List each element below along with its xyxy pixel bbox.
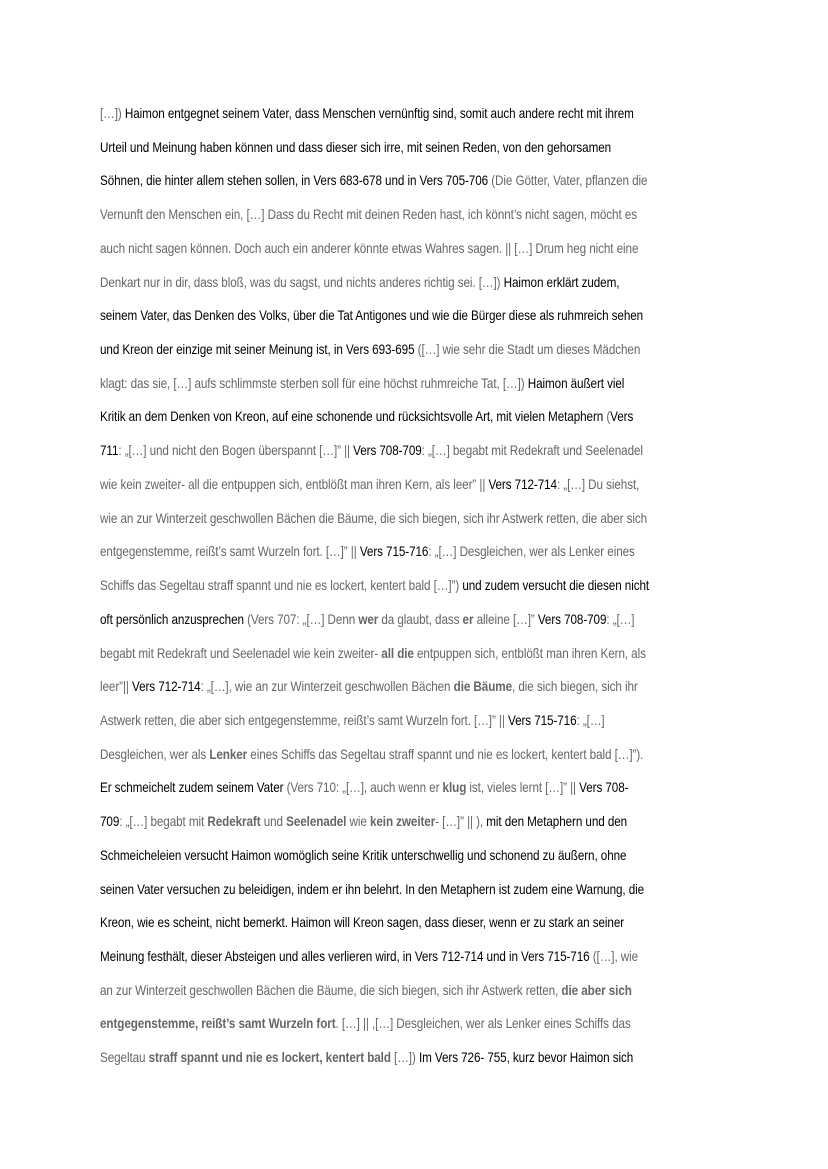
- quote-emphasis-segment: Seelenadel: [286, 814, 347, 830]
- quote-text-segment: und: [260, 814, 287, 830]
- quote-emphasis-segment: kein zweiter: [369, 814, 436, 830]
- quote-text-segment: : „[…] Du siehst, wie an zur Winterzeit geschwollen Bächen die Bäume, die sich biegen, sich ihr Astwerk retten, die aber sich entgegenstemme, reißt’s samt Wurzeln fort. […]” ||: [100, 476, 648, 560]
- quote-emphasis-segment: Lenker: [209, 746, 248, 762]
- quote-text-segment: . […] || ,[…] Desgleichen, wer als Lenker eines Schiffs das Segeltau: [100, 1016, 631, 1066]
- quote-text-segment: : „[…] begabt mit Redekraft und Seelenadel wie kein zweiter-: [100, 611, 635, 661]
- body-paragraph: [100, 97, 650, 1075]
- body-text-segment: Im Vers 726- 755, kurz bevor Haimon sich: [418, 1050, 634, 1066]
- quote-emphasis-segment: wer: [358, 611, 379, 627]
- body-text-segment: Haimon entgegnet seinem Vater, dass Menschen vernünftig sind, somit auch andere recht mit ihrem Urteil und Meinung haben können und dass dieser sich irre, mit seinen Reden, von den gehorsamen Söhnen, die hinter allem stehen sollen, in Vers 683-678 und in Vers 705-706: [100, 106, 634, 189]
- quote-emphasis-segment: klug: [442, 780, 467, 796]
- quote-emphasis-segment: die Bäume: [453, 679, 512, 695]
- quote-text-segment: ist, vieles lernt […]” ||: [466, 780, 580, 796]
- body-text-segment: Haimon äußert viel Kritik an dem Denken von Kreon, auf eine schonende und rücksichtsvolle Art, mit vielen Metaphern: [100, 375, 625, 425]
- body-text-segment: und zudem versucht die diesen nicht oft persönlich anzusprechen: [100, 578, 650, 627]
- quote-emphasis-segment: all die: [381, 645, 414, 661]
- body-text-segment: Vers 712-714: [132, 679, 201, 695]
- quote-text-segment: (Vers 707: „[…] Denn: [247, 611, 359, 627]
- quote-text-segment: wie: [346, 814, 370, 830]
- body-text-segment: Vers 711: [100, 409, 634, 459]
- body-text-segment: Vers 712-714: [488, 476, 557, 492]
- quote-text-segment: (: [606, 409, 611, 425]
- body-text-segment: Vers 708-709: [537, 611, 607, 627]
- quote-text-segment: - […]” || ),: [435, 814, 487, 830]
- quote-text-segment: ([…] wie sehr die Stadt um dieses Mädchen klagt: das sie, […] aufs schlimmste sterben soll für eine höchst ruhmreiche Tat, […]): [100, 342, 641, 391]
- quote-text-segment: : „[…] begabt mit: [119, 814, 208, 830]
- quote-text-segment: : „[…] Desgleichen, wer als: [100, 712, 605, 762]
- quote-text-segment: (Vers 710: „[…], auch wenn er: [286, 780, 443, 796]
- body-text-segment: Vers 708-709: [353, 443, 422, 459]
- quote-text-segment: : „[…], wie an zur Winterzeit geschwollen Bächen: [200, 679, 454, 695]
- quote-text-segment: (Die Götter, Vater, pflanzen die Vernunft den Menschen ein, […] Dass du Recht mit deinen Reden hast, ich könnt’s nicht sagen, möcht es auch nicht sagen können. Doch auch ein anderer könnte etwas Wahres sagen. || […] Drum heg nicht eine Denkart nur in dir, dass bloß, was du sagst, und nichts anderes richtig sei. […]): [100, 173, 648, 290]
- quote-text-segment: eines Schiffs das Segeltau straff spannt und nie es lockert, kentert bald […]”).: [247, 746, 644, 762]
- quote-text-segment: : „[…] und nicht den Bogen überspannt […]” ||: [118, 443, 354, 459]
- body-text-segment: Vers 715-716: [508, 712, 577, 728]
- quote-text-segment: : „[…] Desgleichen, wer als Lenker eines Schiffs das Segeltau straff spannt und nie es lockert, kentert bald […]”): [100, 544, 635, 594]
- quote-text-segment: , die sich biegen, sich ihr Astwerk retten, die aber sich entgegenstemme, reißt’s samt Wurzeln fort. […]” ||: [100, 679, 638, 728]
- quote-emphasis-segment: straff spannt und nie es lockert, kentert bald: [148, 1050, 391, 1066]
- quote-emphasis-segment: die aber sich entgegenstemme, reißt’s samt Wurzeln fort: [100, 982, 632, 1032]
- body-text-segment: Vers 708-709: [100, 780, 629, 830]
- quote-text-segment: ([…], wie an zur Winterzeit geschwollen Bächen die Bäume, die sich biegen, sich ihr Astwerk retten,: [100, 948, 639, 998]
- body-text-segment: mit den Metaphern und den Schmeicheleien versucht Haimon womöglich seine Kritik unterschwellig und schonend zu äußern, ohne seinen Vater versuchen zu beleidigen, indem er ihn belehrt. In den Metaphern ist zudem eine Warnung, die Kreon, wie es scheint, nicht bemerkt. Haimon will Kreon sagen, dass dieser, wenn er zu stark an seiner Meinung festhält, dieser Absteigen und alles verlieren wird, in Vers 712-714 und in Vers 715-716: [100, 814, 645, 964]
- quote-emphasis-segment: Redekraft: [207, 814, 261, 830]
- quote-text-segment: alleine […]”: [473, 611, 538, 627]
- body-text-segment: Vers 715-716: [359, 544, 429, 560]
- quote-text-segment: entpuppen sich, entblößt man ihren Kern, als leer”||: [100, 645, 646, 695]
- quote-emphasis-segment: er: [462, 611, 474, 627]
- quote-text-segment: […]): [100, 106, 125, 121]
- body-text-segment: Er schmeichelt zudem seinem Vater: [100, 780, 287, 796]
- quote-text-segment: da glaubt, dass: [378, 611, 463, 627]
- body-text-segment: Haimon erklärt zudem, seinem Vater, das Denken des Volks, über die Tat Antigones und wie die Bürger diese als ruhmreich sehen und Kreon der einzige mit seiner Meinung ist, in Vers 693-695: [100, 274, 644, 358]
- quote-text-segment: […]): [390, 1050, 419, 1066]
- quote-text-segment: : „[…] begabt mit Redekraft und Seelenadel wie kein zweiter- all die entpuppen sich, entblößt man ihren Kern, als leer” ||: [100, 443, 643, 492]
